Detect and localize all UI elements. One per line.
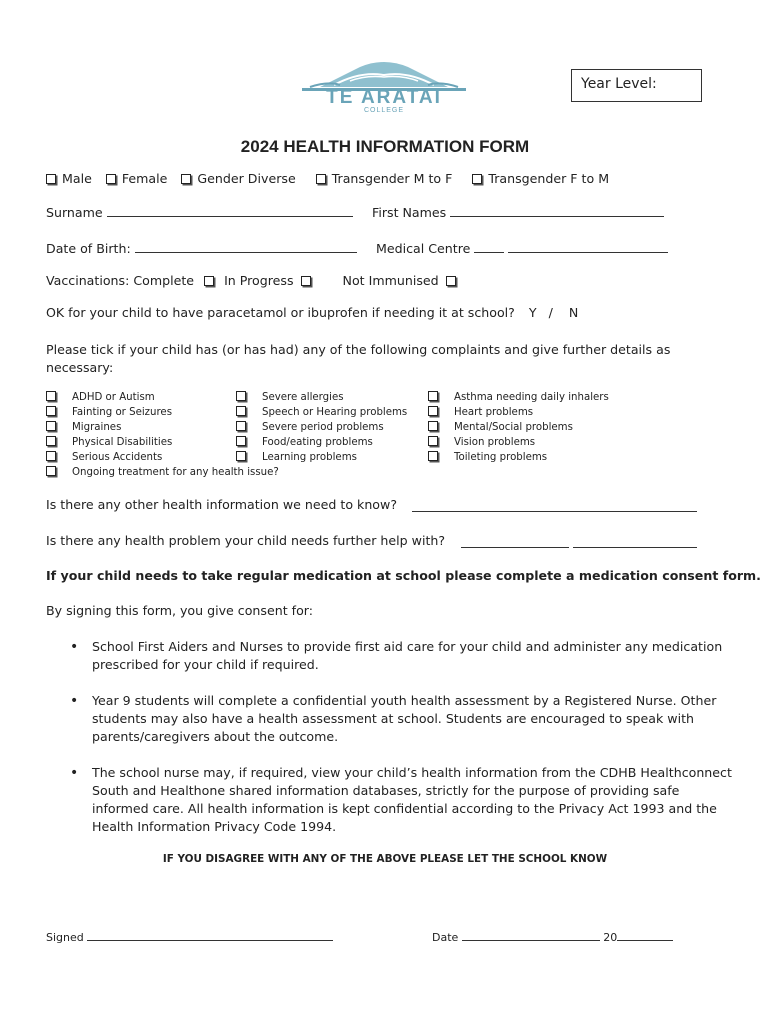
signature-input[interactable] xyxy=(87,930,333,941)
signature-row xyxy=(46,930,333,944)
checkbox-icon[interactable] xyxy=(472,174,482,184)
complaint-item[interactable]: Migraines xyxy=(46,420,279,435)
further-help-input-a[interactable] xyxy=(461,535,569,548)
date-input[interactable] xyxy=(462,930,600,941)
checkbox-icon[interactable] xyxy=(428,421,438,431)
checkbox-icon[interactable] xyxy=(106,174,116,184)
complaint-item[interactable]: Fainting or Seizures xyxy=(46,405,279,420)
complaint-item[interactable]: Serious Accidents xyxy=(46,450,279,465)
complaints-col-3 xyxy=(428,390,609,465)
medical-centre-row xyxy=(376,240,668,256)
checkbox-icon[interactable] xyxy=(428,391,438,401)
checkbox-icon[interactable] xyxy=(46,451,56,461)
complaint-item[interactable]: Asthma needing daily inhalers xyxy=(428,390,609,405)
gender-ftm[interactable]: Transgender F to M xyxy=(472,171,609,186)
consent-intro: By signing this form, you give consent for: xyxy=(46,603,313,618)
school-logo xyxy=(300,55,468,117)
dob-label: Date of Birth: xyxy=(46,241,131,256)
vaccinations-row xyxy=(46,273,462,288)
other-info-row xyxy=(46,497,397,512)
further-help-row xyxy=(46,533,445,548)
medical-centre-input-b[interactable] xyxy=(508,240,668,253)
consent-item: • School First Aiders and Nurses to provide first aid care for your child and administer any medication prescribed for your child if required. xyxy=(46,638,736,674)
complaint-item[interactable]: ADHD or Autism xyxy=(46,390,279,405)
checkbox-icon[interactable] xyxy=(236,421,246,431)
checkbox-icon[interactable] xyxy=(46,406,56,416)
checkbox-icon[interactable] xyxy=(46,466,56,476)
consent-item: • The school nurse may, if required, view your child’s health information from the CDHB Healthconnect South and Healthone shared information databases, strictly for the purpose of providing safe informed care. All health information is kept confidential according to the Privacy Act 1993 and the Health Information Privacy Code 1994. xyxy=(46,764,736,836)
logo-name: TE ARATAI xyxy=(326,87,442,108)
gender-options xyxy=(46,171,746,186)
complaint-item[interactable]: Severe period problems xyxy=(236,420,407,435)
medication-note: If your child needs to take regular medication at school please complete a medication consent form. xyxy=(46,568,761,583)
checkbox-icon[interactable] xyxy=(204,276,214,286)
consent-item: • Year 9 students will complete a confidential youth health assessment by a Registered Nurse. Other students may also have a health assessment at school. Students are encouraged to speak with parents/caregivers about the outcome. xyxy=(46,692,736,746)
gender-male[interactable]: Male xyxy=(46,171,92,186)
gender-diverse[interactable]: Gender Diverse xyxy=(181,171,295,186)
other-info-question: Is there any other health information we need to know? xyxy=(46,497,398,512)
checkbox-icon[interactable] xyxy=(446,276,456,286)
signed-label: Signed xyxy=(46,931,84,944)
checkbox-icon[interactable] xyxy=(236,436,246,446)
first-names-row xyxy=(372,204,664,220)
year-level-field[interactable] xyxy=(571,69,702,102)
year-level-label: Year Level: xyxy=(581,76,657,92)
paracetamol-yes[interactable]: Y xyxy=(528,305,537,320)
date-label: Date xyxy=(432,931,459,944)
complaint-item[interactable]: Mental/Social problems xyxy=(428,420,609,435)
checkbox-icon[interactable] xyxy=(236,406,246,416)
complaint-item[interactable]: Toileting problems xyxy=(428,450,609,465)
complaints-intro: Please tick if your child has (or has had) any of the following complaints and give further details as necessary: xyxy=(46,342,671,375)
logo-subtitle: COLLEGE xyxy=(363,107,405,114)
disagree-note: IF YOU DISAGREE WITH ANY OF THE ABOVE PLEASE LET THE SCHOOL KNOW xyxy=(162,853,608,865)
checkbox-icon[interactable] xyxy=(428,406,438,416)
dob-row xyxy=(46,240,357,256)
vaccinations-not-immunised: Not Immunised xyxy=(342,273,439,288)
complaint-item[interactable]: Speech or Hearing problems xyxy=(236,405,407,420)
surname-label: Surname xyxy=(46,205,103,220)
medical-centre-label: Medical Centre xyxy=(376,241,471,256)
checkbox-icon[interactable] xyxy=(236,391,246,401)
vaccinations-label: Vaccinations: Complete xyxy=(46,273,195,288)
dob-input[interactable] xyxy=(135,240,357,253)
paracetamol-row xyxy=(46,305,578,320)
checkbox-icon[interactable] xyxy=(301,276,311,286)
paracetamol-no[interactable]: N xyxy=(568,305,579,320)
medical-centre-input-a[interactable] xyxy=(474,240,504,253)
checkbox-icon[interactable] xyxy=(46,421,56,431)
consent-list xyxy=(46,638,736,836)
date-row xyxy=(432,930,673,944)
checkbox-icon[interactable] xyxy=(316,174,326,184)
other-info-input[interactable] xyxy=(412,499,697,512)
first-names-input[interactable] xyxy=(450,204,664,217)
further-help-question: Is there any health problem your child needs further help with? xyxy=(46,533,446,548)
further-help-input-b[interactable] xyxy=(573,535,697,548)
gender-female[interactable]: Female xyxy=(106,171,168,186)
complaint-ongoing[interactable]: Ongoing treatment for any health issue? xyxy=(46,465,279,480)
complaint-item[interactable]: Physical Disabilities xyxy=(46,435,279,450)
complaint-item[interactable]: Vision problems xyxy=(428,435,609,450)
checkbox-icon[interactable] xyxy=(46,174,56,184)
checkbox-icon[interactable] xyxy=(46,436,56,446)
complaint-item[interactable]: Heart problems xyxy=(428,405,609,420)
date-year-prefix: 20 xyxy=(603,931,618,944)
surname-row xyxy=(46,204,353,220)
checkbox-icon[interactable] xyxy=(428,451,438,461)
vaccinations-in-progress: In Progress xyxy=(224,273,294,288)
paracetamol-question: OK for your child to have paracetamol or ibuprofen if needing it at school? xyxy=(46,305,515,320)
surname-input[interactable] xyxy=(107,204,353,217)
checkbox-icon[interactable] xyxy=(181,174,191,184)
complaint-item[interactable]: Learning problems xyxy=(236,450,407,465)
checkbox-icon[interactable] xyxy=(428,436,438,446)
checkbox-icon[interactable] xyxy=(236,451,246,461)
checkbox-icon[interactable] xyxy=(46,391,56,401)
complaint-item[interactable]: Food/eating problems xyxy=(236,435,407,450)
gender-mtf[interactable]: Transgender M to F xyxy=(316,171,453,186)
first-names-label: First Names xyxy=(372,205,447,220)
paracetamol-slash: / xyxy=(548,305,553,320)
form-title: 2024 HEALTH INFORMATION FORM xyxy=(240,137,530,156)
date-year-input[interactable] xyxy=(617,930,673,941)
complaints-col-2 xyxy=(236,390,407,465)
complaint-item[interactable]: Severe allergies xyxy=(236,390,407,405)
